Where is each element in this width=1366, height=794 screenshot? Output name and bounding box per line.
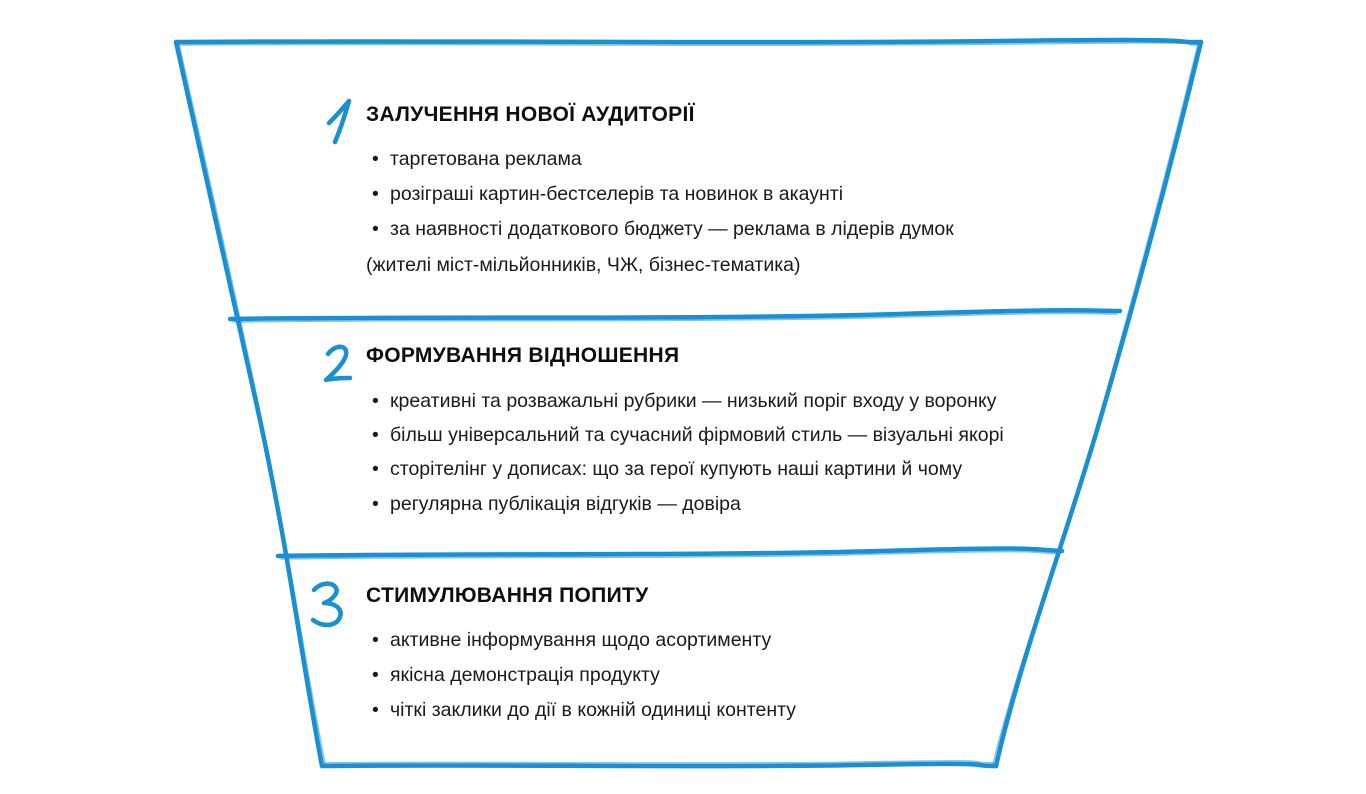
list-item: • креативні та розважальні рубрики — низький поріг входу у воронку xyxy=(372,390,997,412)
list-item: • за наявності додаткового бюджету — реклама в лідерів думок xyxy=(372,218,954,240)
stage-1-title: ЗАЛУЧЕННЯ НОВОЇ АУДИТОРІЇ xyxy=(366,103,695,126)
list-item: • чіткі заклики до дії в кожній одиниці контенту xyxy=(372,699,797,721)
stage-3-title: СТИМУЛЮВАННЯ ПОПИТУ xyxy=(366,584,649,607)
stage-2-title: ФОРМУВАННЯ ВІДНОШЕННЯ xyxy=(366,344,680,367)
funnel-left-edge xyxy=(176,42,322,766)
funnel-bottom-edge xyxy=(322,764,996,766)
funnel-top-edge xyxy=(176,40,1201,42)
list-item-continuation: (жителі міст-мільйонників, ЧЖ, бізнес-тематика) xyxy=(366,254,801,276)
stage-number-3-icon xyxy=(313,584,341,625)
list-item: • регулярна публікація відгуків — довіра xyxy=(372,493,741,515)
funnel-right-edge xyxy=(996,42,1201,766)
list-item: • таргетована реклама xyxy=(372,148,582,170)
list-item: • активне інформування щодо асортименту xyxy=(372,629,772,651)
list-item: • більш універсальний та сучасний фірмовий стиль — візуальні якорі xyxy=(372,424,1004,446)
stage-number-1-icon xyxy=(329,101,349,142)
list-item: • сторітелінг у дописах: що за герої купують наші картини й чому xyxy=(372,458,963,480)
list-item: • якісна демонстрація продукту xyxy=(372,664,660,686)
stage-number-2-icon xyxy=(326,347,350,380)
list-item: • розіграші картин-бестселерів та новинок в акаунті xyxy=(372,183,844,205)
